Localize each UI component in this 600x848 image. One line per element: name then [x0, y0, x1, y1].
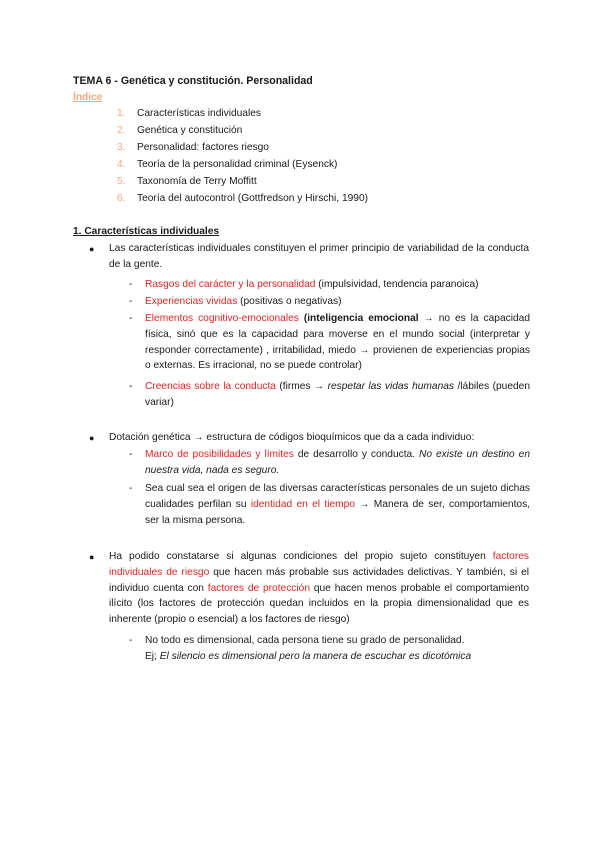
- sub-item-text: Ej;: [145, 650, 160, 662]
- sub-item-experiences: [145, 294, 530, 310]
- highlight-red: factores individuales de riesgo: [109, 551, 529, 578]
- sub-item-text: No todo es dimensional, cada persona tiene su grado de personalidad.: [145, 635, 465, 646]
- highlight-red: identidad en el tiempo: [250, 498, 355, 510]
- toc-item: [117, 123, 368, 140]
- sub-item-cognitive: [145, 311, 530, 374]
- toc-number: 2.: [117, 125, 126, 136]
- sub-item-identity: [145, 481, 530, 528]
- paragraph-variability: Las características individuales constituyen el primer principio de variabilidad de la conducta de la gente.: [109, 243, 529, 270]
- bullet-icon: ●: [89, 433, 95, 443]
- sub-item-text: /lábiles (pueden variar): [145, 381, 530, 408]
- toc-item: [117, 174, 368, 191]
- toc-label: Taxonomía de Terry Moffitt: [137, 176, 257, 187]
- toc-label: Genética y constitución: [137, 125, 243, 136]
- toc-item: [117, 140, 368, 157]
- dash-marker: -: [129, 381, 133, 392]
- toc-item: [117, 191, 368, 208]
- sub-item-text: de desarrollo y conducta.: [293, 449, 420, 460]
- dash-marker: -: [129, 279, 133, 290]
- dash-marker: -: [129, 313, 133, 324]
- toc-label: Características individuales: [137, 108, 262, 119]
- dash-marker: -: [129, 449, 133, 460]
- highlight-red: factores de protección: [207, 582, 311, 594]
- highlight-red: Rasgos del carácter y la personalidad: [145, 279, 316, 290]
- sub-item-dimensional: [145, 633, 530, 665]
- toc-number: 4.: [117, 159, 126, 170]
- toc-number: 5.: [117, 176, 126, 187]
- toc-item: [117, 106, 368, 123]
- sub-item-traits: [145, 277, 530, 293]
- bullet-icon: ●: [89, 552, 95, 562]
- dash-marker: -: [129, 483, 133, 494]
- highlight-red: Experiencias vividas: [145, 296, 238, 307]
- toc-label: Personalidad: factores riesgo: [137, 142, 269, 153]
- sub-item-beliefs: [145, 379, 530, 411]
- sub-item-text: (positivas o negativas): [237, 296, 342, 307]
- index-heading: Índice: [73, 92, 103, 103]
- toc-label: Teoría de la personalidad criminal (Eysenck): [137, 159, 338, 170]
- sub-item-text: (firmes →: [275, 381, 328, 392]
- toc-number: 1.: [117, 108, 126, 119]
- example-line: [145, 649, 530, 665]
- toc-number: 6.: [117, 193, 126, 204]
- toc-item: [117, 157, 368, 174]
- toc-label: Teoría del autocontrol (Gottfredson y Hirschi, 1990): [137, 193, 369, 204]
- highlight-red: Creencias sobre la conducta: [145, 381, 276, 392]
- paragraph-text: Ha podido constatarse si algunas condiciones del propio sujeto constituyen: [109, 551, 493, 562]
- sub-item-text: (impulsividad, tendencia paranoica): [315, 279, 479, 290]
- table-of-contents: [117, 106, 368, 208]
- dash-marker: -: [129, 635, 133, 646]
- paragraph-genetics: Dotación genética → estructura de códigos bioquímicos que da a cada individuo:: [109, 432, 475, 443]
- bold-text: (inteligencia emocional: [303, 313, 419, 324]
- dash-marker: -: [129, 296, 133, 307]
- section-title: 1. Características individuales: [73, 226, 220, 237]
- sub-item-framework: [145, 447, 530, 479]
- sub-item-text: Sea cual sea el origen de las diversas características personales de un sujeto dichas cualidades perfilan su: [145, 483, 530, 510]
- italic-text: No existe un destino en nuestra vida, nada es seguro.: [145, 449, 530, 476]
- italic-text: El silencio es dimensional pero la manera de escuchar es dicotómica: [159, 650, 472, 662]
- paragraph-risk-factors: [109, 549, 529, 628]
- paragraph-text: que hacen más probable sus actividades delictivas. Y también, si el individuo cuenta con: [109, 566, 530, 594]
- toc-number: 3.: [117, 142, 126, 153]
- highlight-red: Elementos cognitivo-emocionales: [145, 313, 299, 324]
- paragraph-text: que hacen menos probable el comportamiento ilícito (los factores de protección quedan incluidos en la propia dimensionalidad que es inherente (propio o esencial) a los factores de riesgo): [109, 582, 530, 626]
- sub-item-text: → no es la capacidad física, sinó que es la capacidad para moverse en el mundo social (interpretar y responder correctamente) , irritabilidad, miedo → provienen de experiencias propias o externas. Es irracional, no se puede controlar): [145, 313, 530, 372]
- highlight-red: Marco de posibilidades y límites: [145, 449, 294, 460]
- page-title: TEMA 6 - Genética y constitución. Personalidad: [73, 75, 313, 87]
- bullet-icon: ●: [89, 244, 95, 254]
- sub-item-text: → Manera de ser, comportamientos, ser la misma persona.: [145, 498, 530, 526]
- italic-text: respetar las vidas humanas: [327, 381, 455, 392]
